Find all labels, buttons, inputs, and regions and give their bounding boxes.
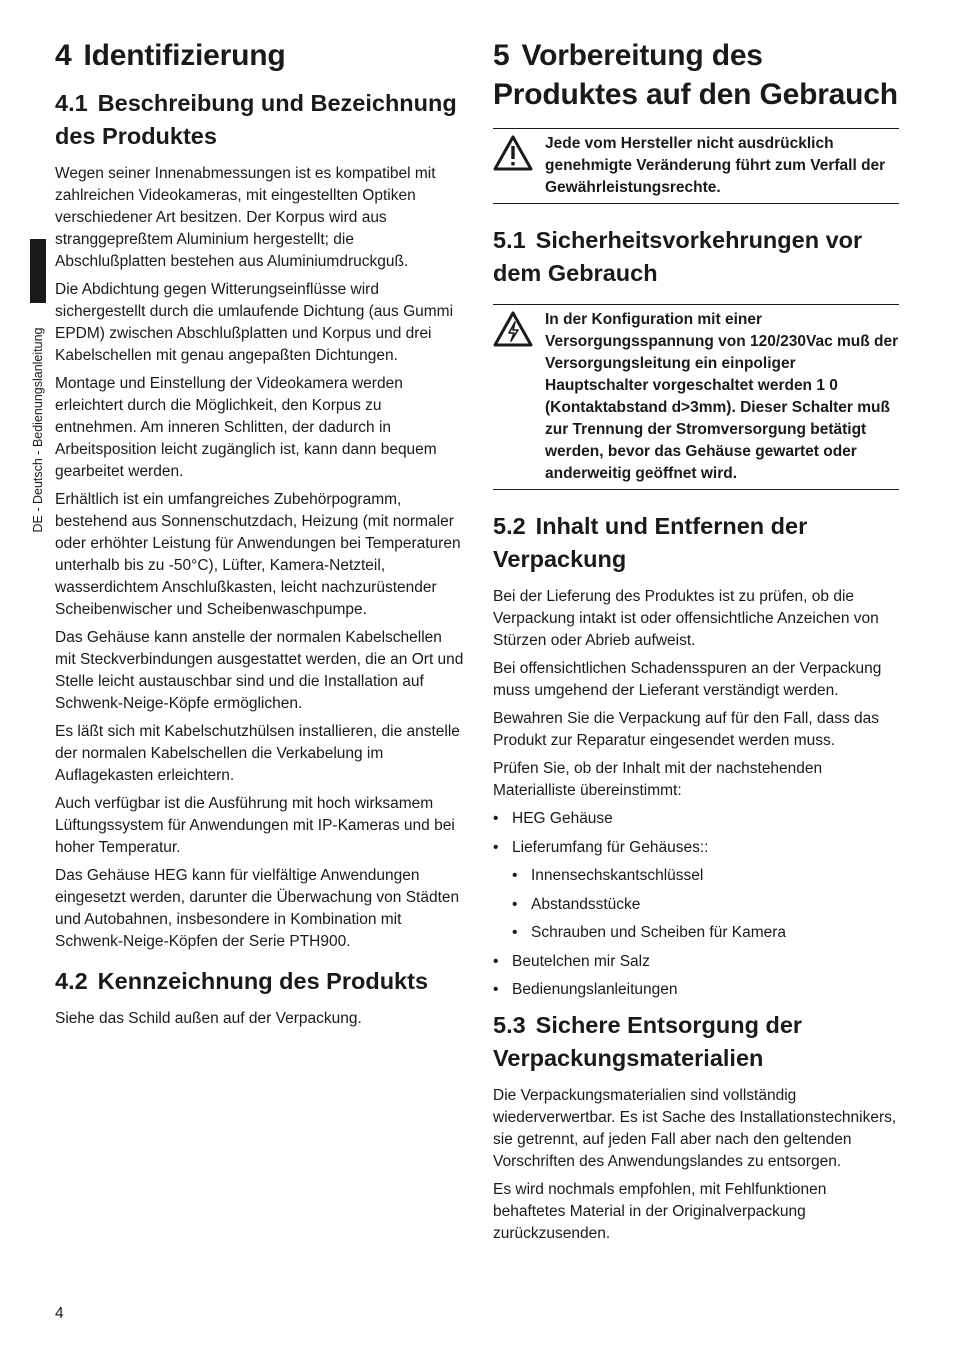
paragraph: Bei offensichtlichen Schadensspuren an der Verpackung muss umgehend der Lieferant verständigt werden. — [493, 660, 882, 699]
paragraph: Wegen seiner Innenabmessungen ist es kompatibel mit zahlreichen Videokameras, mit eingestellten Optiken verschiedener Art besitzen. Der Korpus wird aus stranggepreßtem Aluminium hergestellt; die Abschlußplatten bestehen aus Aluminiumdruckguß. — [55, 165, 436, 270]
section-number: 4 — [55, 39, 72, 72]
section-number: 5.2 — [493, 513, 526, 539]
section-number: 5 — [493, 39, 510, 72]
section-4-heading — [55, 36, 465, 75]
section-number: 5.3 — [493, 1012, 526, 1038]
section-title: Inhalt und Entfernen der Verpackung — [493, 513, 808, 572]
paragraph: Bei der Lieferung des Produktes ist zu prüfen, ob die Verpackung intakt ist oder offensichtliche Anzeichen von Stürzen oder Abrieb aufweist. — [493, 588, 879, 649]
section-5-1-heading — [493, 224, 899, 290]
section-4-1-heading — [55, 87, 465, 153]
section-title: Kennzeichnung des Produkts — [97, 968, 429, 994]
paragraph: Die Abdichtung gegen Witterungseinflüsse wird sichergestellt durch die umlaufende Dichtung (aus Gummi EPDM) zwischen Abschlußplatten und Korpus und drei Kabelschellen mit genau angepaßten Dichtungen. — [55, 281, 454, 364]
section-title: Sicherheitsvorkehrungen vor dem Gebrauch — [493, 227, 863, 286]
paragraph: Montage und Einstellung der Videokamera werden erleichtert durch die Möglichkeit, den Korpus zu entnehmen. Am inneren Schlitten, der dadurch in Arbeitsposition leicht zugänglich ist, kann dann bequem gearbeitet werden. — [55, 375, 437, 480]
section-number: 4.1 — [55, 90, 88, 116]
paragraph: Es läßt sich mit Kabelschutzhülsen installieren, die anstelle der normalen Kabelschellen die Verkabelung im Auflagekasten erleichtern. — [55, 723, 460, 784]
paragraph: Auch verfügbar ist die Ausführung mit hoch wirksamem Lüftungssystem für Anwendungen mit IP-Kameras und bei hoher Temperatur. — [55, 795, 455, 856]
warning-text: In der Konfiguration mit einer Versorgungsspannung von 120/230Vac muß der Versorgungsleitung ein einpoliger Hauptschalter vorgeschaltet werden 1 0 (Kontaktabstand d>3mm). Dieser Schalter muß zur Trennung der Stromversorgung betätigt werden, bevor das Gehäuse gewartet oder anderweitig geöffnet wird. — [545, 311, 899, 482]
page-number: 4 — [55, 1305, 64, 1322]
left-column — [55, 36, 465, 1036]
paragraph: Das Gehäuse HEG kann für vielfältige Anwendungen eingesetzt werden, darunter die Überwachung von Städten und Autobahnen, insbesondere in Kombination mit Schwenk-Neige-Köpfen der Serie PTH900. — [55, 867, 460, 950]
section-5-2-heading — [493, 510, 899, 576]
list-item: • Bedienungslanleitungen — [493, 979, 899, 1001]
list-subitem: • Schrauben und Scheiben für Kamera — [512, 922, 899, 944]
contents-list — [493, 808, 899, 1001]
warning-triangle-icon — [493, 133, 535, 199]
list-item: • HEG Gehäuse — [493, 808, 899, 830]
list-subitem: • Innensechskantschlüssel — [512, 865, 899, 887]
list-subitem: • Abstandsstücke — [512, 894, 899, 916]
section-title: Beschreibung und Bezeichnung des Produktes — [55, 90, 457, 149]
section-title: Sichere Entsorgung der Verpackungsmaterialien — [493, 1012, 803, 1071]
side-tab-marker — [30, 239, 46, 303]
section-number: 5.1 — [493, 227, 526, 253]
electrical-warning-box — [493, 304, 899, 490]
list-item: • Beutelchen mir Salz — [493, 951, 899, 973]
section-title: Vorbereitung des Produktes auf den Gebrauch — [493, 39, 898, 111]
section-4-2-heading — [55, 965, 465, 998]
section-5-heading — [493, 36, 899, 114]
warning-box — [493, 128, 899, 204]
paragraph: Siehe das Schild außen auf der Verpackung. — [55, 1010, 362, 1027]
section-number: 4.2 — [55, 968, 88, 994]
list-item: • Lieferumfang für Gehäuses:: — [493, 837, 899, 859]
paragraph: Es wird nochmals empfohlen, mit Fehlfunktionen behaftetes Material in der Originalverpackung zurückzusenden. — [493, 1181, 827, 1242]
right-column — [493, 36, 899, 1251]
paragraph: Bewahren Sie die Verpackung auf für den Fall, dass das Produkt zur Reparatur eingesendet werden muss. — [493, 710, 880, 749]
electrical-hazard-icon — [493, 309, 535, 485]
section-title: Identifizierung — [83, 39, 286, 72]
paragraph: Erhältlich ist ein umfangreiches Zubehörpogramm, bestehend aus Sonnenschutzdach, Heizung (mit normaler oder erhöhter Leistung für Anwendungen bei Temperaturen unterhalb bis zu -50°C), Lüfter, Kamera-Netzteil, wasserdichtem Anschlußkasten, leicht nachzurüstender Scheibenwischer und Scheibenwaschpumpe. — [55, 491, 461, 618]
paragraph: Die Verpackungsmaterialien sind vollständig wiederverwertbar. Es ist Sache des Installationstechnikers, sie getrennt, auf jeden Fall aber nach den geltenden Vorschriften des Anwendungslandes zu entsorgen. — [493, 1087, 897, 1170]
paragraph: Das Gehäuse kann anstelle der normalen Kabelschellen mit Steckverbindungen ausgestattet werden, die an Ort und Stelle leicht austauschbar sind und die Installation auf Schwenk-Neige-Köpfe ermöglichen. — [55, 629, 464, 712]
section-5-3-heading — [493, 1009, 899, 1075]
side-language-label: DE - Deutsch - Bedienungslanleitung — [31, 327, 45, 533]
warning-text: Jede vom Hersteller nicht ausdrücklich genehmigte Veränderung führt zum Verfall der Gewährleistungsrechte. — [545, 135, 886, 196]
paragraph: Prüfen Sie, ob der Inhalt mit der nachstehenden Materialliste übereinstimmt: — [493, 760, 823, 799]
